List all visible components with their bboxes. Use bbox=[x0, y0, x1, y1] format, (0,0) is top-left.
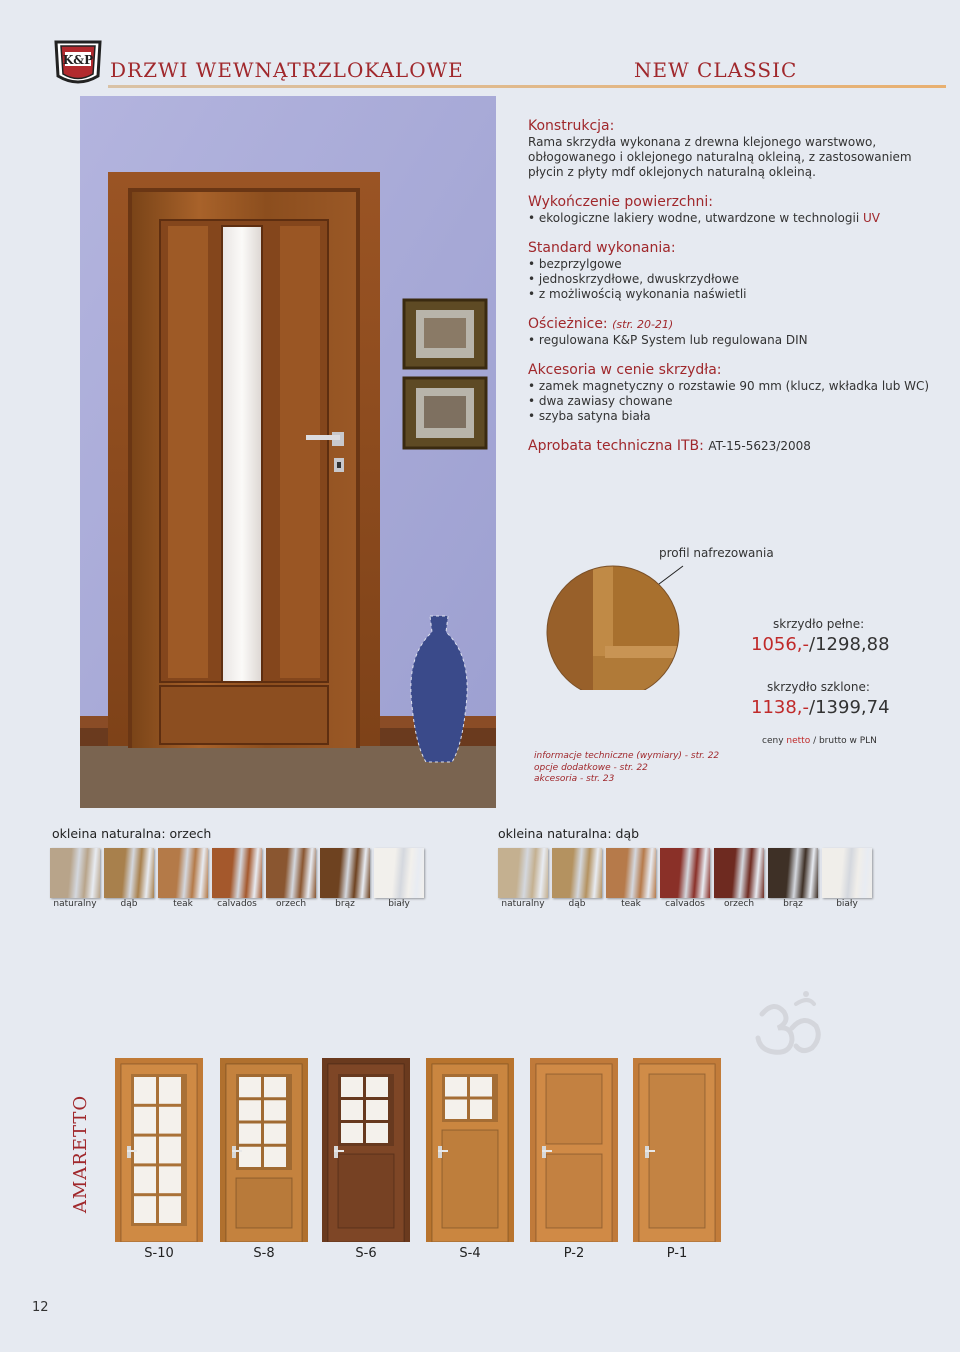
model-name bbox=[70, 1094, 110, 1214]
door-model-S-10 bbox=[115, 1058, 203, 1242]
price-glass-label: skrzydło szklone: bbox=[767, 680, 870, 694]
accessories-item: • zamek magnetyczny o rozstawie 90 mm (klucz, wkładka lub WC) bbox=[528, 379, 938, 394]
price-note-net: netto bbox=[786, 736, 811, 746]
door-label: S-6 bbox=[355, 1246, 377, 1261]
swatch-label: calvados bbox=[217, 899, 257, 909]
tech-info-line: akcesoria - str. 23 bbox=[534, 774, 615, 784]
swatch-label: brąz bbox=[335, 899, 355, 909]
door-label: S-10 bbox=[144, 1246, 174, 1261]
approval-heading: Aprobata techniczna ITB: bbox=[528, 438, 704, 454]
swatch-orzech bbox=[266, 848, 316, 898]
swatch-label: orzech bbox=[275, 899, 307, 909]
swatch-teak bbox=[158, 848, 208, 898]
om-symbol-icon bbox=[752, 990, 824, 1058]
swatch-label: orzech bbox=[723, 899, 755, 909]
standard-item: • bezprzylgowe bbox=[528, 257, 938, 272]
swatch-dąb bbox=[104, 848, 154, 898]
spec-construction bbox=[528, 118, 938, 180]
swatch-label: naturalny bbox=[53, 899, 97, 909]
spec-frames bbox=[528, 316, 938, 348]
price-full bbox=[751, 634, 890, 655]
frames-page-ref: (str. 20-21) bbox=[612, 318, 674, 331]
model-name-text: AMARETTO bbox=[70, 1094, 91, 1214]
accessories-heading: Akcesoria w cenie skrzydła: bbox=[528, 362, 722, 378]
door-model-S-6 bbox=[322, 1058, 410, 1242]
spec-finish bbox=[528, 194, 938, 226]
construction-text: Rama skrzydła wykonana z drewna klejonego warstwowo, obłogowanego i oklejonego naturalną okleiną, z zastosowaniem płycin z płyty mdf oklejonych naturalną okleiną. bbox=[528, 135, 912, 179]
door-room-photo bbox=[80, 96, 496, 808]
finish-heading: Wykończenie powierzchni: bbox=[528, 194, 713, 210]
spec-accessories bbox=[528, 362, 938, 424]
price-note-suffix: / brutto w PLN bbox=[810, 736, 877, 746]
price-full-gross: /1298,88 bbox=[809, 634, 890, 655]
tech-info-line: opcje dodatkowe - str. 22 bbox=[534, 762, 648, 773]
finish-item bbox=[528, 211, 938, 226]
price-full-label: skrzydło pełne: bbox=[773, 617, 865, 631]
swatch-teak bbox=[606, 848, 656, 898]
tech-info-line: informacje techniczne (wymiary) - str. 22 bbox=[534, 751, 720, 761]
price-glass bbox=[751, 697, 890, 718]
swatch-label: teak bbox=[173, 899, 193, 909]
door-label: P-2 bbox=[563, 1246, 585, 1261]
door-label: S-4 bbox=[459, 1246, 481, 1261]
price-full-net: 1056,- bbox=[751, 634, 810, 655]
door-label: P-1 bbox=[666, 1246, 688, 1261]
swatches-oak-labels bbox=[498, 899, 872, 909]
door-model-P-2 bbox=[530, 1058, 618, 1242]
specifications bbox=[528, 118, 938, 469]
profile-detail-image bbox=[545, 560, 695, 690]
finish-uv: UV bbox=[863, 211, 880, 225]
frames-heading-line bbox=[528, 316, 938, 333]
approval-value: AT-15-5623/2008 bbox=[708, 439, 811, 453]
swatch-biały bbox=[374, 848, 424, 898]
construction-heading: Konstrukcja: bbox=[528, 118, 615, 134]
frames-item: • regulowana K&P System lub regulowana DIN bbox=[528, 333, 938, 348]
door-model-S-8 bbox=[220, 1058, 308, 1242]
swatch-brąz bbox=[320, 848, 370, 898]
price-note-prefix: ceny bbox=[762, 736, 787, 746]
door-model-S-4 bbox=[426, 1058, 514, 1242]
approval-line bbox=[528, 438, 938, 455]
swatch-brąz bbox=[768, 848, 818, 898]
swatch-label: brąz bbox=[783, 899, 803, 909]
price-glass-net: 1138,- bbox=[751, 697, 810, 718]
swatch-naturalny bbox=[498, 848, 548, 898]
price-glass-gross: /1399,74 bbox=[809, 697, 890, 718]
swatches-walnut-labels bbox=[50, 899, 424, 909]
accessories-item: • szyba satyna biała bbox=[528, 409, 938, 424]
swatch-calvados bbox=[212, 848, 262, 898]
frames-heading: Ościeżnice: bbox=[528, 316, 608, 332]
svg-text:K&P: K&P bbox=[62, 53, 94, 67]
standard-heading: Standard wykonania: bbox=[528, 240, 676, 256]
page-number: 12 bbox=[32, 1300, 49, 1315]
kp-logo bbox=[52, 36, 104, 90]
swatch-label: teak bbox=[621, 899, 641, 909]
door-model-P-1 bbox=[633, 1058, 721, 1242]
standard-item: • z możliwością wykonania naświetli bbox=[528, 287, 938, 302]
spec-approval bbox=[528, 438, 938, 455]
collection-title: NEW CLASSIC bbox=[634, 58, 798, 82]
swatch-naturalny bbox=[50, 848, 100, 898]
swatches-oak bbox=[498, 848, 872, 898]
swatch-dąb bbox=[552, 848, 602, 898]
swatch-label: dąb bbox=[120, 899, 138, 909]
swatch-label: biały bbox=[836, 899, 858, 909]
accessories-item: • dwa zawiasy chowane bbox=[528, 394, 938, 409]
swatch-calvados bbox=[660, 848, 710, 898]
swatch-orzech bbox=[714, 848, 764, 898]
page-title: DRZWI WEWNĄTRZLOKALOWE bbox=[110, 58, 464, 82]
swatches-walnut-title: okleina naturalna: orzech bbox=[52, 826, 212, 841]
swatch-label: dąb bbox=[568, 899, 586, 909]
swatches-walnut bbox=[50, 848, 424, 898]
door-label: S-8 bbox=[253, 1246, 275, 1261]
price-note bbox=[762, 736, 877, 746]
swatches-oak-title: okleina naturalna: dąb bbox=[498, 826, 640, 841]
profile-label: profil nafrezowania bbox=[659, 546, 774, 560]
swatch-label: naturalny bbox=[501, 899, 545, 909]
swatch-label: calvados bbox=[665, 899, 705, 909]
header-divider bbox=[108, 85, 946, 88]
spec-standard bbox=[528, 240, 938, 302]
swatch-biały bbox=[822, 848, 872, 898]
tech-info bbox=[534, 751, 719, 786]
standard-item: • jednoskrzydłowe, dwuskrzydłowe bbox=[528, 272, 938, 287]
finish-item-text: ekologiczne lakiery wodne, utwardzone w technologii bbox=[538, 211, 860, 225]
swatch-label: biały bbox=[388, 899, 410, 909]
